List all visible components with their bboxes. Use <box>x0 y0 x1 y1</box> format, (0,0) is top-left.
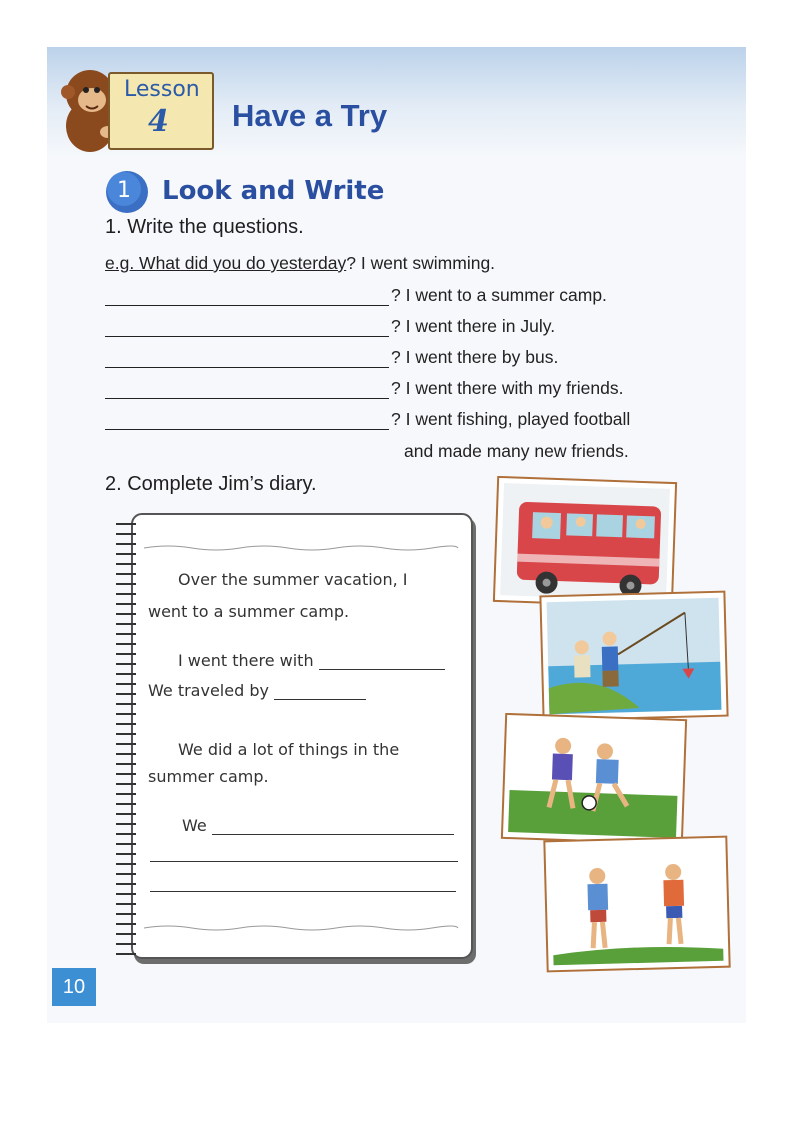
diary-text: We traveled by <box>148 681 269 700</box>
answer-text: ? I went to a summer camp. <box>391 285 607 305</box>
diary-blank[interactable] <box>150 877 456 892</box>
fishing-picture <box>538 590 730 722</box>
question-line <box>105 285 607 306</box>
part1-heading: 1. Write the questions. <box>105 216 304 238</box>
football-picture <box>500 713 688 845</box>
page-number: 10 <box>52 968 96 1006</box>
answer-text: ? I went there in July. <box>391 316 556 336</box>
answer-blank[interactable] <box>105 412 389 430</box>
question-line <box>105 409 630 430</box>
diary-blank[interactable] <box>212 820 454 835</box>
diary-blank[interactable] <box>150 847 458 862</box>
example-answer: ? I went swimming. <box>346 253 496 273</box>
diary-line <box>182 816 454 835</box>
diary-line: Over the summer vacation, I <box>178 570 408 589</box>
diary-line <box>148 681 366 700</box>
section-number-badge <box>105 170 149 214</box>
friends-picture <box>542 835 732 973</box>
answer-text: ? I went there by bus. <box>391 347 559 367</box>
diary-blank[interactable] <box>274 685 366 700</box>
question-line <box>105 347 558 368</box>
answer-text: ? I went fishing, played football <box>391 409 631 429</box>
section-number: 1 <box>117 178 131 203</box>
lesson-number: 4 <box>148 104 169 139</box>
answer-text: ? I went there with my friends. <box>391 378 624 398</box>
diary-text: We <box>182 816 207 835</box>
diary-line: summer camp. <box>148 767 269 786</box>
answer-continuation: and made many new friends. <box>404 441 629 461</box>
section-title: Look and Write <box>162 176 385 206</box>
page-title: Have a Try <box>232 98 388 133</box>
part2-heading: 2. Complete Jim’s diary. <box>105 473 317 495</box>
diary-line: went to a summer camp. <box>148 602 350 621</box>
bus-picture <box>492 476 678 608</box>
question-line <box>105 316 555 337</box>
answer-blank[interactable] <box>105 288 389 306</box>
diary-line <box>178 651 445 670</box>
lesson-label: Lesson <box>124 77 200 102</box>
example-line <box>105 253 495 274</box>
diary-blank[interactable] <box>319 655 445 670</box>
question-line <box>105 378 623 399</box>
answer-blank[interactable] <box>105 350 389 368</box>
example-question: e.g. What did you do yesterday <box>105 253 347 273</box>
answer-blank[interactable] <box>105 381 389 399</box>
diary-text: I went there with <box>178 651 314 670</box>
diary-line: We did a lot of things in the <box>178 740 400 759</box>
answer-blank[interactable] <box>105 319 389 337</box>
